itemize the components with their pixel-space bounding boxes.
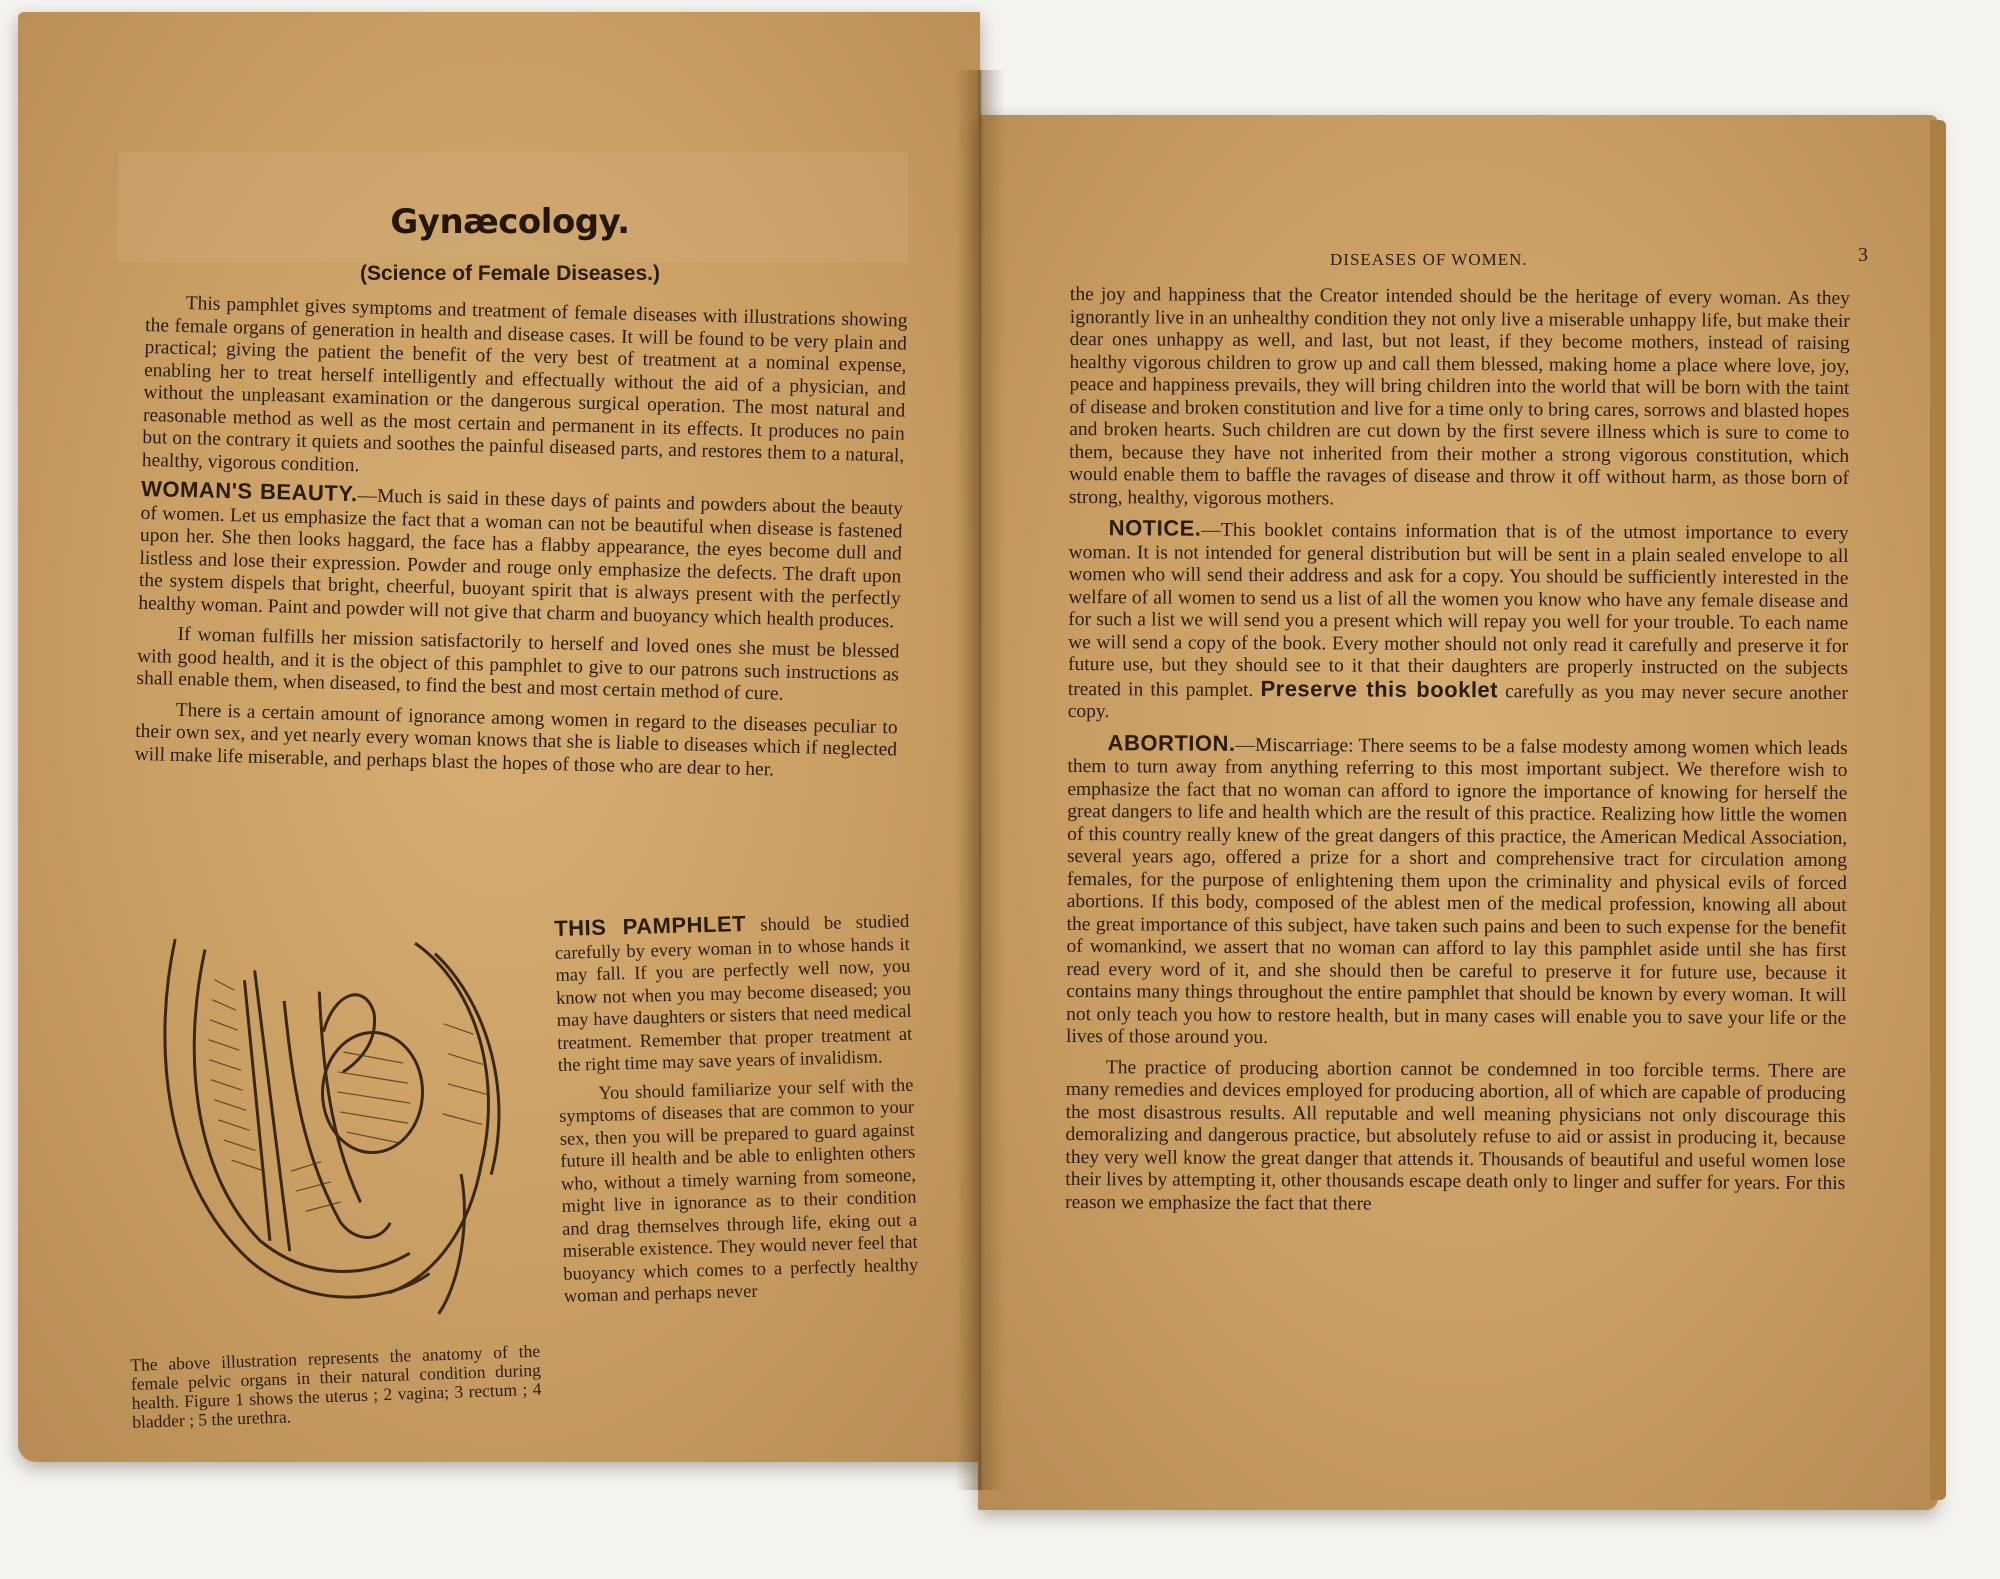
familiarize-paragraph: You should familiarize your self with the symptoms of diseases that are common to your sex, then you will be prepared to guard against future ill health and be able to enlighten others who, without a timely warning from someone, might live in ignorance as to their condition and drag themselves through life, eking out a miserable existence. They would never feel that buoyancy which comes to a perfectly healthy woman and perhaps never bbox=[558, 1075, 919, 1307]
beauty-text: —Much is said in these days of paints and powders about the beauty of women. Let us emphasize the fact that a woman can not be beautiful when disease is fastened upon her. She then looks haggard, the face has a flabby appearance, the eyes become dull and listless and lose their expression. Powder and rouge only emphasize the defects. The draft upon the system dispels that bright, cheerful, buoyant spirit that is always present with the perfectly healthy woman. Paint and powder will not give that charm and buoyancy which health produces. bbox=[138, 485, 904, 632]
page-edges bbox=[1930, 120, 1946, 1500]
pamphlet-text: should be studied carefully by every woman in to whose hands it may fall. If you are perfectly well now, you know not when you may become diseased; you may have daughters or sisters that need medical treatment. Remember that proper treatment at the right time may save years of invalidism. bbox=[554, 911, 913, 1076]
notice-heading: NOTICE. bbox=[1108, 515, 1202, 541]
intro-paragraph: This pamphlet gives symptoms and treatment of female diseases with illustrations showing the female organs of generation in health and disease cases. It will be found to be very plain and practical; giving the patient the benefit of the very best of treatment at a nominal expense, enabling her to treat herself intelligently and effectually without the aid of a physician, and without the unpleasant examination or the dangerous surgical operation. The most natural and reasonable method as well as the most certain and permanent in its effects. It produces no pain but on the contrary it quiets and soothes the painful diseased parts, and restores them to a natural, healthy, vigorous condition. bbox=[141, 292, 908, 476]
pamphlet-heading: THIS PAMPHLET bbox=[553, 910, 747, 941]
beauty-paragraph bbox=[138, 475, 904, 634]
abortion-text: —Miscarriage: There seems to be a false modesty among women which leads them to turn away from anything referring to this most important subject. We therefore wish to emphasize the fact that no woman can afford to ignore the importance of knowing for herself the great dangers to life and health which are the result of this practice. Realizing how little the women of this country really knew of the great dangers of this practice, the American Medical Association, several years ago, offered a prize for a short and comprehensive tract for circulation among females, for the purpose of enlightening them upon the criminality and physical evils of forced abortions. If this body, composed of the ablest men of the medical profession, knowing all about the great importance of this subject, have taken such pains and been to such expense for the benefit of womankind, we assert that no woman can afford to lay this pamphlet aside until she has first read every word of it, and she should then be careful to preserve it for future use, because it contains many things throughout the entire pamphlet that should be known by every woman. It will not only teach you how to restore health, but in many cases will enable you to save your life or the lives of those around you. bbox=[1066, 734, 1848, 1049]
booklet-spine bbox=[955, 70, 1005, 1490]
abortion-paragraph bbox=[1066, 731, 1848, 1052]
abortion-heading: ABORTION. bbox=[1107, 729, 1236, 756]
beauty-heading: WOMAN'S BEAUTY. bbox=[140, 475, 358, 507]
notice-paragraph bbox=[1068, 517, 1849, 728]
mission-paragraph: If woman fulfills her mission satisfactorily to herself and loved ones she must be blessed with good health, and it is the object of this pamphlet to give to our patrons such instructions as shall enable them, when diseased, to find the best and most certain method of cure. bbox=[136, 623, 900, 705]
page-subtitle: (Science of Female Diseases.) bbox=[360, 262, 660, 285]
page-number: 3 bbox=[1858, 244, 1868, 266]
left-side-column bbox=[554, 909, 919, 1309]
continuation-paragraph: the joy and happiness that the Creator intended should be the heritage of every woman. As they ignorantly live in an unhealthy condition they not only live a miserable unhappy life, but make their dear ones unhappy as well, and last, but not least, if they become mothers, instead of raising healthy vigorous children to grow up and call them blessed, making home a place where love, joy, peace and happiness prevails, they will bring children into the world that will be born with the taint of disease and broken constitution and live for a time only to bring cares, sorrows and blasted hopes and broken hearts. Such children are cut down by the first severe illness which is sure to come to them, because they have not inherited from their mother a strong vigorous constitution, which would enable them to baffle the ravages of disease and throw it off without harm, as those born of strong, healthy, vigorous mothers. bbox=[1068, 284, 1850, 509]
notice-text: —This booklet contains information that is of the utmost importance to every woman. It is not intended for general distribution but will be sent in a plain sealed envelope to all women who will send their address and ask for a copy. You should be sufficiently interested in the welfare of all women to send us a list of all the women you know who have any female disease and for such a list we will send you a present which will repay you well for your trouble. To each name we will send a copy of the book. Every mother should not only read it carefully and preserve it for future use, but they should see to it that their daughters are properly instructed on the subjects treated in this pamplet. bbox=[1067, 519, 1849, 701]
preserve-heading: Preserve this booklet bbox=[1260, 675, 1499, 702]
anatomy-illustration bbox=[139, 919, 546, 1326]
running-header: DISEASES OF WOMEN. bbox=[1330, 250, 1528, 269]
left-body-text bbox=[134, 292, 907, 784]
pamphlet-paragraph bbox=[554, 909, 913, 1078]
ignorance-paragraph: There is a certain amount of ignorance among women in regard to the diseases peculiar to their own sex, and yet nearly every woman knows that she is liable to diseases which if neglected will make life miserable, and perhaps blast the hopes of those who are dear to her. bbox=[134, 699, 898, 780]
practice-paragraph: The practice of producing abortion cannot be condemned in too forcible terms. There are many remedies and devices employed for producing abortion, all of which are capable of producing the most disastrous results. All reputable and well meaning physicians not only discourage this demoralizing and dangerous practice, but absolutely refuse to aid or assist in producing it, because they very well know the great danger that attends it. Thousands of beautiful and useful women lose their lives by attempting it, other thousands escape death only to linger and suffer for years. For this reason we emphasize the fact that there bbox=[1065, 1056, 1846, 1215]
page-title: Gynæcology. bbox=[390, 202, 630, 242]
right-body-text bbox=[1065, 284, 1850, 1218]
figure-caption: The above illustration represents the anatomy of the female pelvic organs in their natural condition during health. Figure 1 shows the uterus ; 2 vagina; 3 rectum ; 4 bladder ; 5 the urethra. bbox=[129, 1340, 542, 1432]
preserve-text: carefully as you may never secure another copy. bbox=[1067, 680, 1848, 723]
